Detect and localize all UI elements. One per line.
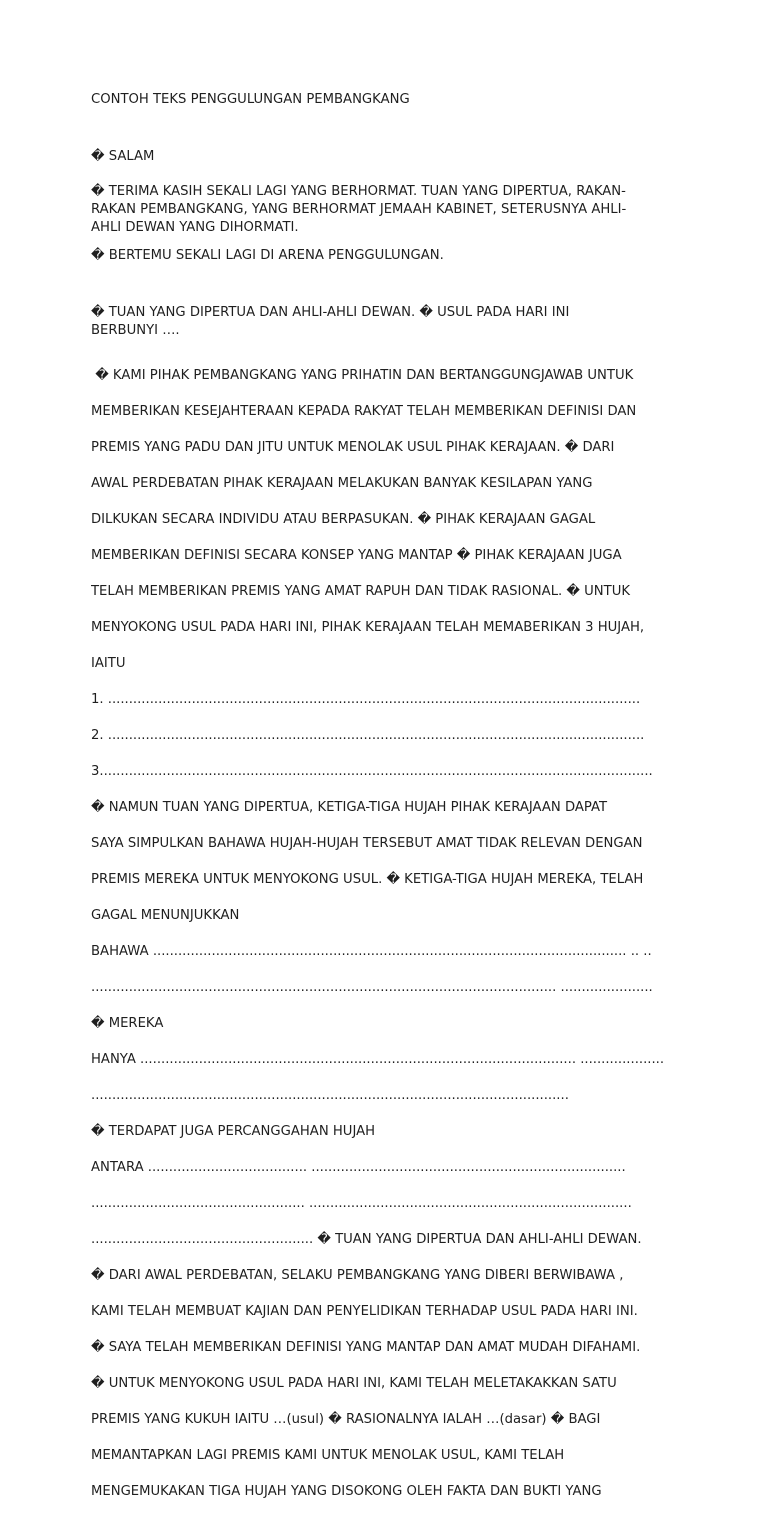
paragraph-body	[91, 349, 681, 1519]
paragraph-bertemu: � BERTEMU SEKALI LAGI DI ARENA PENGGULUNGAN.	[91, 248, 444, 263]
body-line: ..................................................... � TUAN YANG DIPERTUA DAN AHLI-AHLI DEWAN.	[91, 1232, 642, 1247]
body-line: PREMIS YANG PADU DAN JITU UNTUK MENOLAK USUL PIHAK KERAJAAN. � DARI	[91, 440, 615, 455]
body-line: � TERDAPAT JUGA PERCANGGAHAN HUJAH	[91, 1124, 376, 1139]
paragraph-salam: � SALAM	[91, 149, 155, 164]
body-line: MEMBERIKAN DEFINISI SECARA KONSEP YANG MANTAP � PIHAK KERAJAAN JUGA	[91, 548, 622, 563]
body-line: � KAMI PIHAK PEMBANGKANG YANG PRIHATIN DAN BERTANGGUNGJAWAB UNTUK	[91, 368, 634, 383]
numbered-blank-1: 1. ...............................................................................................................................	[91, 692, 641, 707]
paragraph-terima-kasih: � TERIMA KASIH SEKALI LAGI YANG BERHORMAT. TUAN YANG DIPERTUA, RAKAN- RAKAN PEMBANGKANG, YANG BERHORMAT JEMAAH KABINET, SETERUSNYA AHLI- AHLI DEWAN YANG DIHORMATI.	[91, 184, 627, 235]
body-line: HANYA ........................................................................................................ ....................	[91, 1052, 665, 1067]
body-line: � NAMUN TUAN YANG DIPERTUA, KETIGA-TIGA HUJAH PIHAK KERAJAAN DAPAT	[91, 800, 608, 815]
body-line: PREMIS MEREKA UNTUK MENYOKONG USUL. � KETIGA-TIGA HUJAH MEREKA, TELAH	[91, 872, 644, 887]
body-line: � DARI AWAL PERDEBATAN, SELAKU PEMBANGKANG YANG DIBERI BERWIBAWA ,	[91, 1268, 624, 1283]
body-line: TELAH MEMBERIKAN PREMIS YANG AMAT RAPUH DAN TIDAK RASIONAL. � UNTUK	[91, 584, 631, 599]
body-line: MENYOKONG USUL PADA HARI INI, PIHAK KERAJAAN TELAH MEMABERIKAN 3 HUJAH,	[91, 620, 645, 635]
body-line: IAITU	[91, 656, 126, 671]
body-line: MENGEMUKAKAN TIGA HUJAH YANG DISOKONG OLEH FAKTA DAN BUKTI YANG	[91, 1484, 602, 1499]
body-line: BAHAWA ................................................................................................................. .. ..	[91, 944, 652, 959]
body-line: DILKUKAN SECARA INDIVIDU ATAU BERPASUKAN. � PIHAK KERAJAAN GAGAL	[91, 512, 596, 527]
body-line: PREMIS YANG KUKUH IAITU …(usul) � RASIONALNYA IALAH …(dasar) � BAGI	[91, 1412, 601, 1427]
numbered-blank-3: 3....................................................................................................................................	[91, 764, 653, 779]
body-line: � MEREKA	[91, 1016, 164, 1031]
body-line: MEMANTAPKAN LAGI PREMIS KAMI UNTUK MENOLAK USUL, KAMI TELAH	[91, 1448, 565, 1463]
body-line: ................................................... .............................................................................	[91, 1196, 632, 1211]
body-line: � UNTUK MENYOKONG USUL PADA HARI INI, KAMI TELAH MELETAKAKKAN SATU	[91, 1376, 617, 1391]
body-line: AWAL PERDEBATAN PIHAK KERAJAAN MELAKUKAN BANYAK KESILAPAN YANG	[91, 476, 593, 491]
body-line: ..................................................................................................................	[91, 1088, 569, 1103]
body-line: ANTARA ...................................... ...........................................................................	[91, 1160, 626, 1175]
body-line: � SAYA TELAH MEMBERIKAN DEFINISI YANG MANTAP DAN AMAT MUDAH DIFAHAMI.	[91, 1340, 641, 1355]
document-title: CONTOH TEKS PENGGULUNGAN PEMBANGKANG	[91, 92, 410, 107]
body-line: ............................................................................................................... ......................	[91, 980, 653, 995]
body-line: MEMBERIKAN KESEJAHTERAAN KEPADA RAKYAT TELAH MEMBERIKAN DEFINISI DAN	[91, 404, 637, 419]
paragraph-tuan-usul: � TUAN YANG DIPERTUA DAN AHLI-AHLI DEWAN. � USUL PADA HARI INI BERBUNYI ….	[91, 305, 570, 338]
body-line: GAGAL MENUNJUKKAN	[91, 908, 240, 923]
numbered-blank-2: 2. ................................................................................................................................	[91, 728, 645, 743]
body-line: KAMI TELAH MEMBUAT KAJIAN DAN PENYELIDIKAN TERHADAP USUL PADA HARI INI.	[91, 1304, 638, 1319]
body-line: SAYA SIMPULKAN BAHAWA HUJAH-HUJAH TERSEBUT AMAT TIDAK RELEVAN DENGAN	[91, 836, 643, 851]
